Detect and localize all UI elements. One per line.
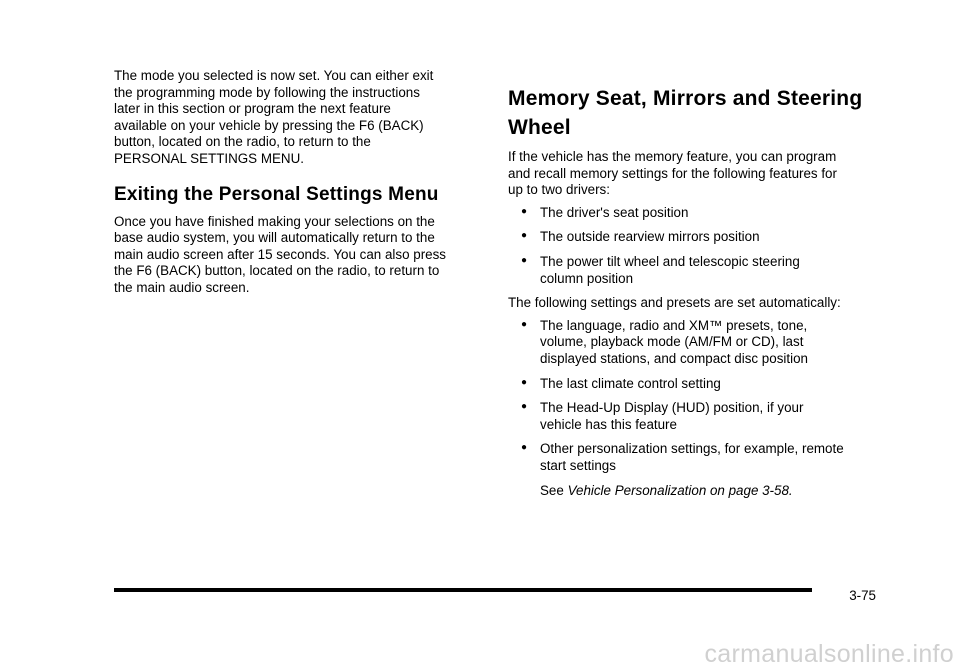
list-item bbox=[508, 254, 883, 287]
intro-paragraph: The mode you selected is now set. You can either exit the programming mode by following the instructions later in this section or program the next feature available on your vehicle by pressing the F6 (BACK) button, located on the radio, to return to the PERSONAL SETTINGS MENU. bbox=[114, 68, 434, 166]
memory-features-list bbox=[508, 205, 883, 287]
bullet-icon: ● bbox=[521, 205, 528, 217]
list-item bbox=[508, 376, 883, 393]
watermark: carmanualsonline.info bbox=[704, 640, 954, 668]
list-item bbox=[508, 441, 883, 474]
exiting-paragraph: Once you have finished making your selections on the base audio system, you will automatically return to the main audio screen after 15 seconds. You can also press the F6 (BACK) button, located on the radio, to return to the main audio screen. bbox=[114, 213, 446, 295]
memory-intro-paragraph: If the vehicle has the memory feature, you can program and recall memory settings for the following features for up to two drivers: bbox=[508, 149, 837, 198]
footer-rule bbox=[114, 588, 812, 592]
bullet-icon: ● bbox=[521, 376, 528, 388]
page-number: 3-75 bbox=[849, 588, 876, 603]
list-item bbox=[508, 205, 883, 222]
list-item-text: The last climate control setting bbox=[540, 375, 721, 391]
bullet-icon: ● bbox=[521, 318, 528, 330]
left-column bbox=[114, 68, 474, 297]
section-heading-exiting: Exiting the Personal Settings Menu bbox=[114, 183, 439, 205]
cross-reference bbox=[508, 483, 883, 500]
bullet-icon: ● bbox=[521, 230, 528, 242]
bullet-icon: ● bbox=[521, 401, 528, 413]
section-heading-memory: Memory Seat, Mirrors and Steering Wheel bbox=[508, 87, 863, 139]
automatic-settings-paragraph: The following settings and presets are set automatically: bbox=[508, 295, 841, 311]
list-item-text: The Head-Up Display (HUD) position, if your vehicle has this feature bbox=[540, 400, 804, 432]
automatic-settings-list bbox=[508, 318, 883, 475]
list-item-text: The power tilt wheel and telescopic steering column position bbox=[540, 253, 800, 286]
list-item-text: The language, radio and XM™ presets, tone, volume, playback mode (AM/FM or CD), last displayed stations, and compact disc position bbox=[540, 317, 808, 366]
list-item bbox=[508, 318, 883, 368]
list-item bbox=[508, 400, 883, 433]
list-item bbox=[508, 229, 883, 246]
see-reference-link[interactable]: Vehicle Personalization on page 3-58. bbox=[567, 482, 793, 498]
bullet-icon: ● bbox=[521, 442, 528, 454]
right-column bbox=[508, 84, 883, 499]
list-item-text: The outside rearview mirrors position bbox=[540, 229, 760, 245]
list-item-text: Other personalization settings, for example, remote start settings bbox=[540, 441, 844, 473]
bullet-icon: ● bbox=[521, 254, 528, 266]
list-item-text: The driver's seat position bbox=[540, 204, 689, 220]
see-prefix: See bbox=[540, 482, 564, 498]
